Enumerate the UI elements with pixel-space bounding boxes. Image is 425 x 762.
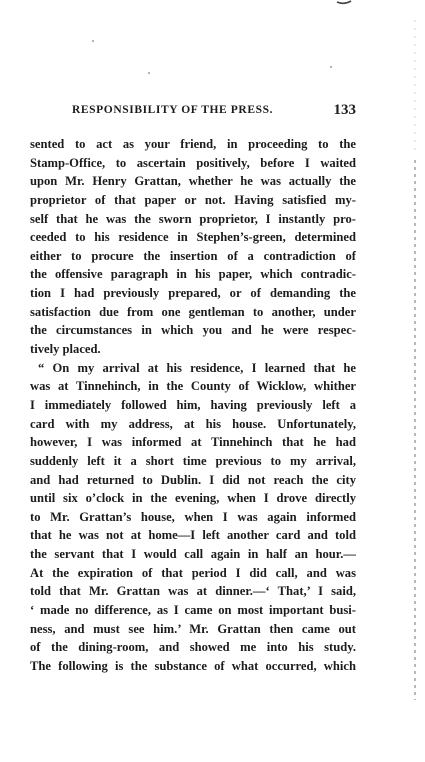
text-line: tion I had previously prepared, or of demanding the (30, 286, 356, 301)
paper-speck (92, 40, 94, 42)
page-edge-shadow (412, 0, 418, 762)
text-line: sented to act as your friend, in proceeding to the (30, 137, 356, 151)
text-line: ness, and must see him.’ Mr. Grattan then came out (30, 621, 356, 636)
text-line: At the expiration of that period I did call, and was (30, 565, 356, 580)
text-line: was at Tinnehinch, in the County of Wicklow, whither (30, 379, 356, 394)
ink-smudge (336, 0, 352, 6)
text-line: satisfaction due from one gentleman to another, under (30, 304, 356, 319)
text-line: the offensive paragraph in his paper, which contradic- (30, 267, 356, 282)
body-text (30, 135, 356, 676)
text-line: the servant that I would call again in half an hour.— (30, 547, 356, 562)
paper-speck (330, 66, 332, 68)
text-line: ceeded to his residence in Stephen’s-green, determined (30, 230, 356, 245)
text-line: self that he was the sworn proprietor, I instantly pro- (30, 211, 356, 226)
text-line: card with my address, at his house. Unfortunately, (30, 416, 356, 431)
running-head (72, 104, 356, 122)
text-line: that he was not at home—I left another card and told (30, 528, 356, 543)
text-line: to Mr. Grattan’s house, when I was again informed (30, 509, 356, 524)
text-line: tively placed. (30, 342, 101, 357)
paper-speck (148, 72, 150, 74)
text-line: “ On my arrival at his residence, I learned that he (38, 360, 356, 375)
text-line: and had returned to Dublin. I did not reach the city (30, 472, 356, 487)
text-line: until six o’clock in the evening, when I drove directly (30, 491, 356, 506)
text-line: the circumstances in which you and he were respec- (30, 323, 356, 338)
text-line: of the dining-room, and showed me into his study. (30, 640, 356, 655)
text-line: ‘ made no difference, as I came on most important busi- (30, 603, 356, 618)
running-title: RESPONSIBILITY OF THE PRESS. (72, 104, 274, 116)
text-line: Stamp-Office, to ascertain positively, before I waited (30, 155, 356, 170)
text-line: The following is the substance of what occurred, which (30, 658, 356, 673)
page-number: 133 (333, 102, 356, 118)
text-line: however, I was informed at Tinnehinch that he had (30, 435, 356, 450)
text-line: I immediately followed him, having previously left a (30, 397, 356, 412)
text-line: told that Mr. Grattan was at dinner.—‘ That,’ I said, (30, 584, 356, 599)
text-line: suddenly left it a short time previous to my arrival, (30, 453, 356, 468)
text-line: proprietor of that paper or not. Having satisfied my- (30, 192, 356, 207)
text-line: upon Mr. Henry Grattan, whether he was actually the (30, 174, 356, 189)
text-line: either to procure the insertion of a contradiction of (30, 248, 356, 263)
